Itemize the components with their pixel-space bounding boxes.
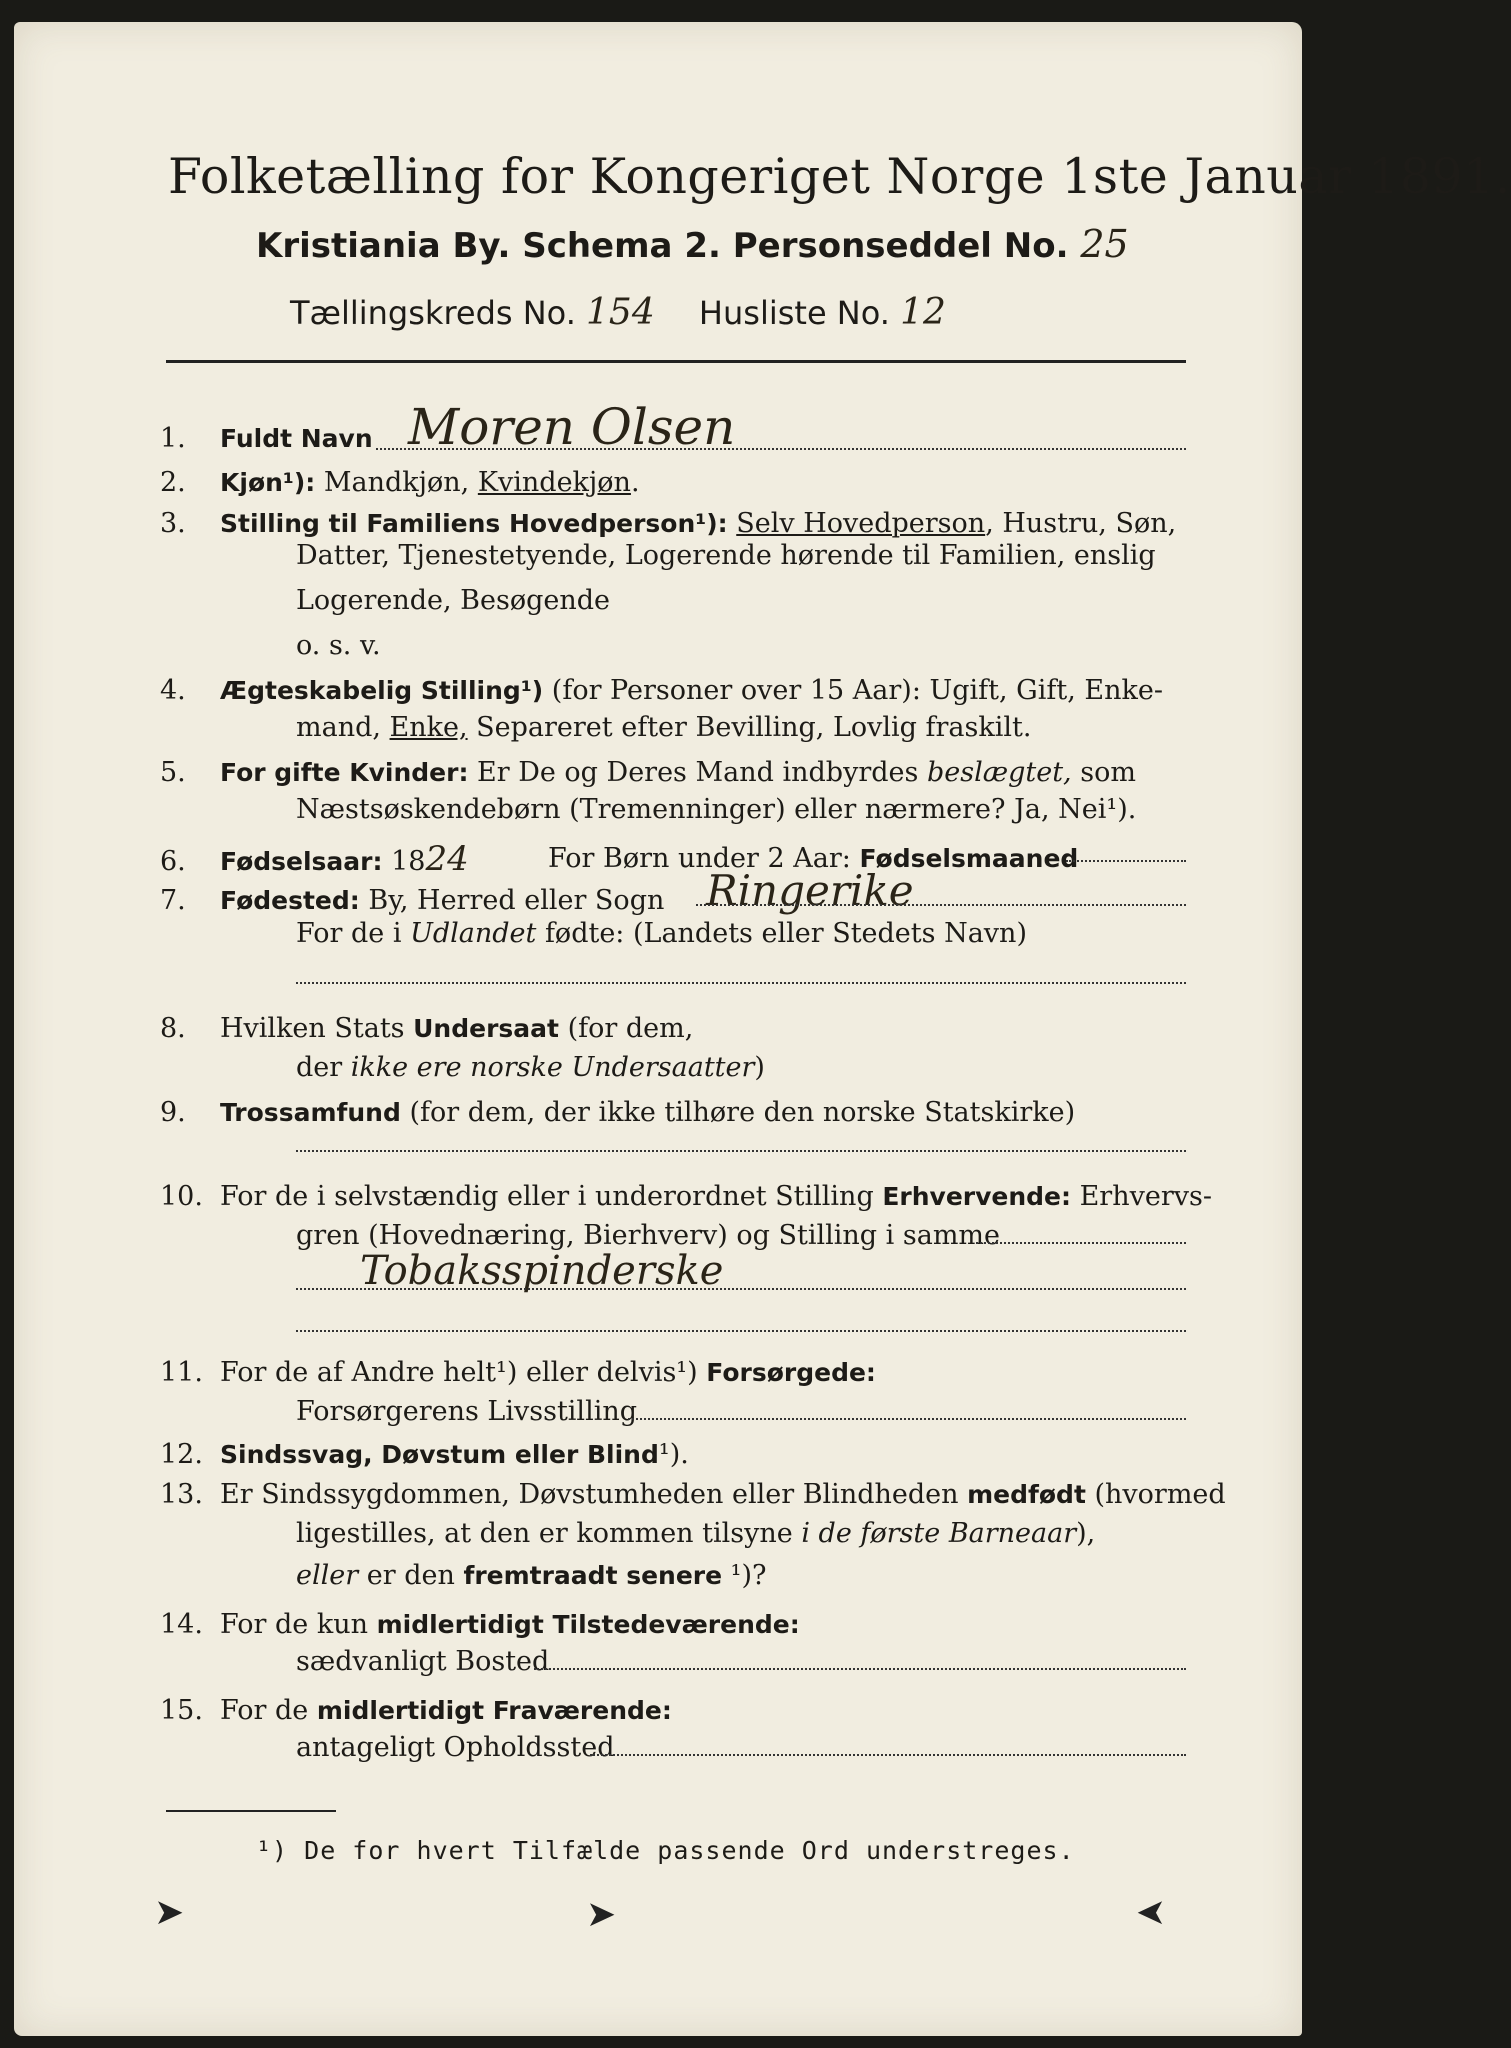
question-2: 2. Kjøn¹): Mandkjøn, Kvindekjøn. xyxy=(160,467,640,498)
question-4: 4. Ægteskabelig Stilling¹) (for Personer over 15 Aar): Ugift, Gift, Enke- xyxy=(160,675,1163,706)
taellingskreds-label: Tællingskreds No. xyxy=(290,294,576,332)
schema-label: Kristiania By. Schema 2. Personseddel No. xyxy=(256,226,1069,266)
question-12: 12. Sindssvag, Døvstum eller Blind¹). xyxy=(160,1439,689,1470)
selv-hovedperson-selected: Selv Hovedperson xyxy=(736,508,986,539)
q1-label: Fuldt Navn xyxy=(220,424,373,453)
question-3: 3. Stilling til Familiens Hovedperson¹): Selv Hovedperson, Hustru, Søn, xyxy=(160,508,1177,539)
footnote: ¹) De for hvert Tilfælde passende Ord understreges. xyxy=(256,1836,1075,1865)
question-11: 11. For de af Andre helt¹) eller delvis¹) Forsørgede: xyxy=(160,1357,876,1388)
kvindekjon-selected: Kvindekjøn xyxy=(477,467,631,498)
corner-mark-icon: ➤ xyxy=(154,1892,185,1933)
question-6: 6. Fødselsaar: 1824 xyxy=(160,839,469,879)
birth-year-value: 24 xyxy=(425,839,469,879)
q1-dotted-line xyxy=(376,448,1186,450)
district-line xyxy=(290,292,946,333)
personseddel-number: 25 xyxy=(1080,222,1129,266)
question-15: 15. For de midlertidigt Fraværende: xyxy=(160,1695,672,1726)
husliste-number: 12 xyxy=(900,292,946,333)
occupation-value: Tobaksspinderske xyxy=(360,1248,724,1294)
birthplace-value: Ringerike xyxy=(706,866,914,915)
question-13: 13. Er Sindssygdommen, Døvstumheden eller Blindheden medfødt (hvormed xyxy=(160,1479,1226,1510)
full-name-value: Moren Olsen xyxy=(408,398,736,456)
header-divider xyxy=(166,360,1186,363)
question-1: 1. Fuldt Navn xyxy=(160,423,373,454)
enke-selected: Enke, xyxy=(389,712,468,743)
question-5: 5. For gifte Kvinder: Er De og Deres Mand indbyrdes beslægtet, som xyxy=(160,757,1136,788)
question-7: 7. Fødested: By, Herred eller Sogn xyxy=(160,885,665,916)
corner-mark-icon: ➤ xyxy=(1136,1892,1167,1933)
question-8: 8. Hvilken Stats Undersaat (for dem, xyxy=(160,1013,694,1044)
question-10: 10. For de i selvstændig eller i underordnet Stilling Erhvervende: Erhvervs- xyxy=(160,1181,1212,1212)
footnote-divider xyxy=(166,1810,336,1812)
form-title: Folketælling for Kongeriget Norge 1ste Januar 1891. xyxy=(168,148,1511,205)
taellingskreds-number: 154 xyxy=(586,292,655,333)
form-subtitle xyxy=(256,222,1129,266)
center-mark-icon: ➤ xyxy=(586,1894,617,1935)
question-9: 9. Trossamfund (for dem, der ikke tilhøre den norske Statskirke) xyxy=(160,1097,1076,1128)
question-14: 14. For de kun midlertidigt Tilstedeværende: xyxy=(160,1609,800,1640)
husliste-label: Husliste No. xyxy=(698,294,890,332)
